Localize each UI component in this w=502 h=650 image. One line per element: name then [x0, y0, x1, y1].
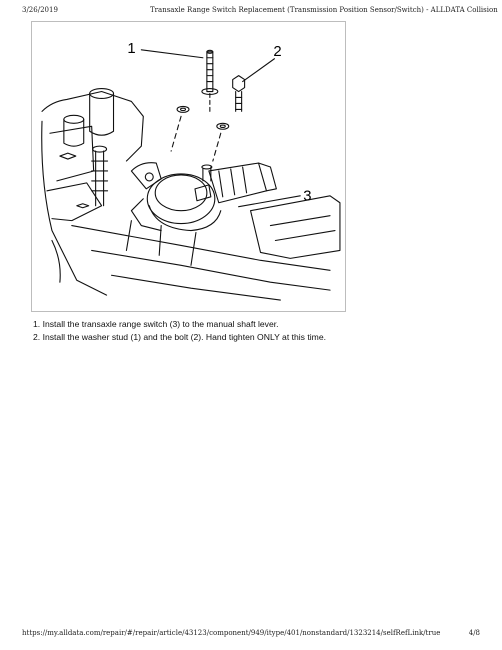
step-number: 1. — [33, 319, 41, 329]
footer-url: https://my.alldata.com/repair/#/repair/article/43123/component/949/itype/401/nonstandard/1323214/selfRefLink/true — [22, 629, 441, 637]
instruction-steps — [33, 318, 326, 344]
page-title: Transaxle Range Switch Replacement (Transmission Position Sensor/Switch) - ALLDATA Collision — [150, 6, 498, 14]
step-item — [33, 331, 326, 344]
print-date: 3/26/2019 — [22, 6, 58, 14]
step-text: Install the washer stud (1) and the bolt (2). Hand tighten ONLY at this time. — [42, 332, 326, 342]
callout-3: 3 — [303, 188, 312, 205]
callout-1: 1 — [127, 40, 136, 57]
illustration-drawing — [32, 22, 345, 311]
callout-2: 2 — [273, 43, 282, 60]
page-number: 4/8 — [468, 629, 480, 637]
step-item — [33, 318, 326, 331]
illustration-transaxle-range-switch — [31, 21, 346, 312]
step-number: 2. — [33, 332, 41, 342]
step-text: Install the transaxle range switch (3) to the manual shaft lever. — [42, 319, 279, 329]
